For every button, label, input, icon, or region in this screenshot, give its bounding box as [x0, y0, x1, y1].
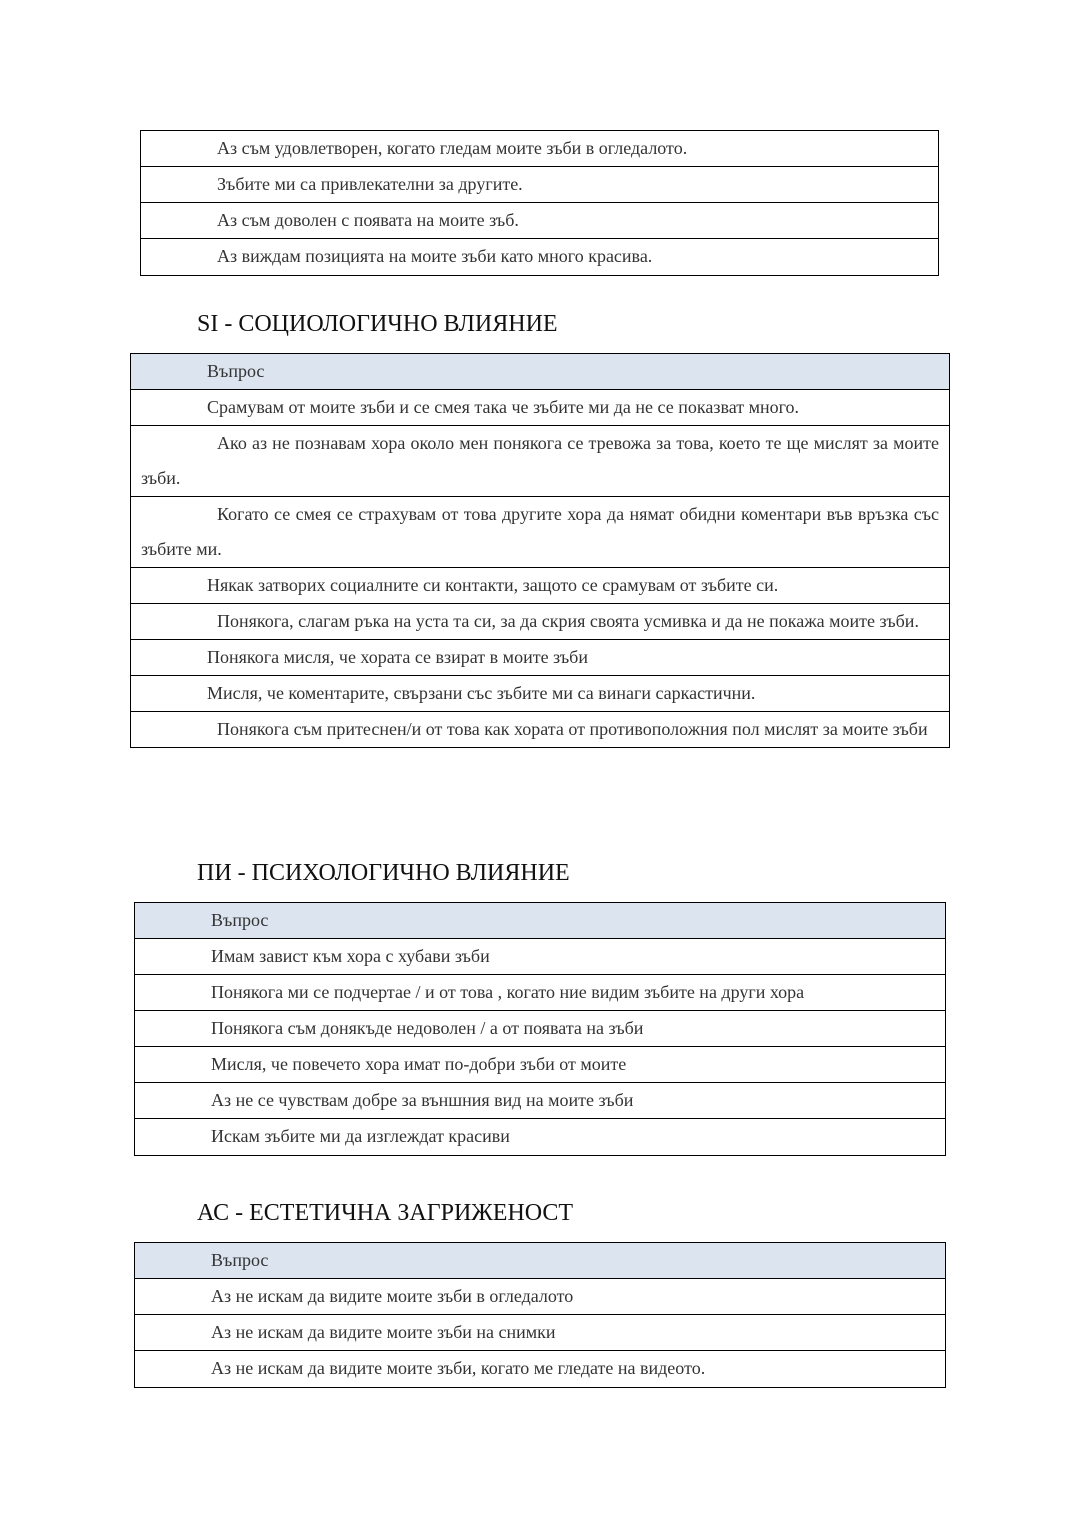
table-row: Някак затворих социалните си контакти, защото се срамувам от зъбите си. [131, 568, 949, 604]
table-row: Мисля, че коментарите, свързани със зъбите ми са винаги саркастични. [131, 676, 949, 712]
table-row: Аз виждам позицията на моите зъби като много красива. [217, 246, 653, 266]
table-row: Искам зъбите ми да изглеждат красиви [211, 1126, 510, 1146]
table-row: Понякога, слагам ръка на уста та си, за да скрия своята усмивка и да не покажа моите зъби. [131, 604, 949, 640]
questionnaire-table-pi [134, 902, 946, 1156]
table-row: Аз съм доволен с появата на моите зъб. [141, 203, 938, 239]
section-heading-pi: ПИ - ПСИХОЛОГИЧНО ВЛИЯНИЕ [197, 860, 570, 886]
table-row: Понякога съм притеснен/и от това как хората от противоположния пол мислят за моите зъби [217, 719, 928, 739]
table-header: Въпрос [135, 1243, 945, 1279]
table-row: Мисля, че повечето хора имат по-добри зъби от моите [135, 1047, 945, 1083]
table-row: Когато се смея се страхувам от това другите хора да нямат обидни коментари във връзка със зъбите ми. [131, 497, 949, 568]
table-header: Въпрос [131, 354, 949, 390]
table-row: Аз не искам да видите моите зъби на снимки [135, 1315, 945, 1351]
table-row: Срамувам от моите зъби и се смея така че зъбите ми да не се показват много. [131, 390, 949, 426]
table-row: Понякога съм донякъде недоволен / а от появата на зъби [135, 1011, 945, 1047]
table-row: Аз не искам да видите моите зъби, когато ме гледате на видеото. [211, 1358, 706, 1378]
table-row: Аз не се чувствам добре за външния вид на моите зъби [135, 1083, 945, 1119]
table-row: Понякога мисля, че хората се взират в моите зъби [131, 640, 949, 676]
questionnaire-table-1 [140, 130, 939, 276]
table-row: Ако аз не познавам хора около мен понякога се тревожа за това, което те ще мислят за моите зъби. [131, 426, 949, 497]
table-row: Зъбите ми са привлекателни за другите. [141, 167, 938, 203]
section-heading-si: SI - СОЦИОЛОГИЧНО ВЛИЯНИЕ [197, 311, 558, 337]
section-heading-ac: АС - ЕСТЕТИЧНА ЗАГРИЖЕНОСТ [197, 1200, 574, 1226]
table-row: Имам завист към хора с хубави зъби [135, 939, 945, 975]
questionnaire-table-ac [134, 1242, 946, 1388]
table-row: Понякога ми се подчертае / и от това , когато ние видим зъбите на други хора [135, 975, 945, 1011]
table-row: Аз съм удовлетворен, когато гледам моите зъби в огледалото. [141, 131, 938, 167]
table-header: Въпрос [135, 903, 945, 939]
questionnaire-table-si [130, 353, 950, 748]
table-row: Аз не искам да видите моите зъби в огледалото [135, 1279, 945, 1315]
